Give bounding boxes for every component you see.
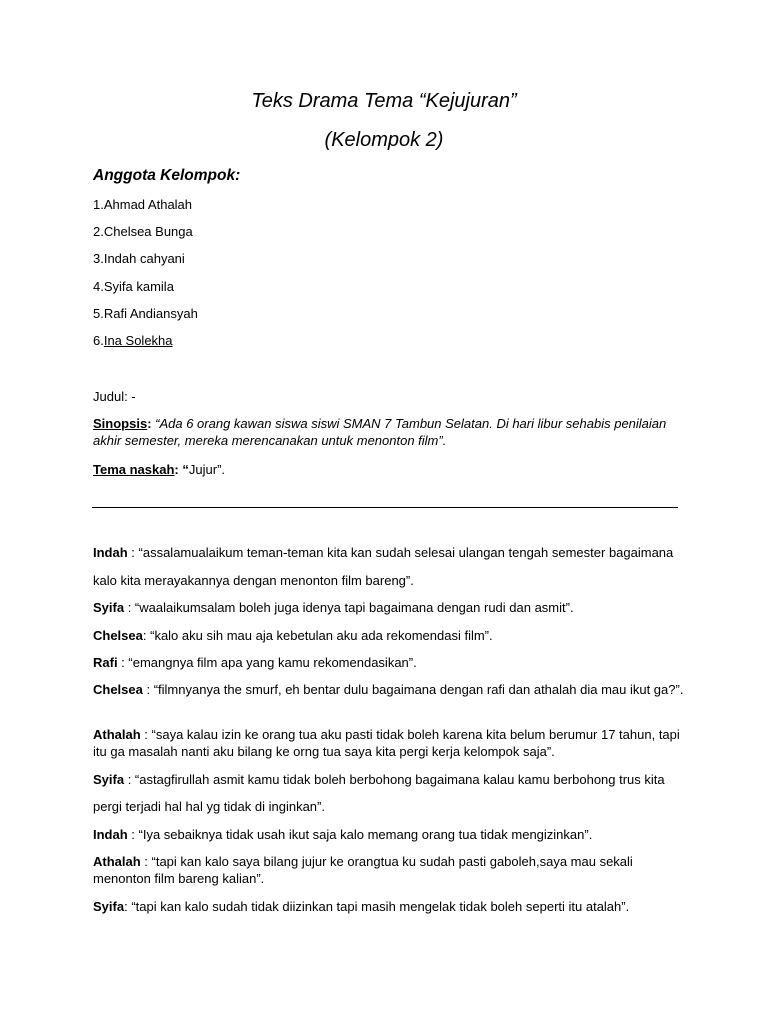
dialogue-line: Syifa: “tapi kan kalo sudah tidak diizinkan tapi masih mengelak tidak boleh seperti itu atalah”. [93,899,630,914]
tema-label: Tema naskah [93,462,175,477]
member-item: 4.Syifa kamila [93,279,174,294]
dialogue-line: Syifa : “waalaikumsalam boleh juga idenya tapi bagaimana dengan rudi dan asmit”. [93,600,574,615]
judul-line: Judul: - [93,389,136,404]
member-item: 5.Rafi Andiansyah [93,306,198,321]
dialogue-line: kalo kita merayakannya dengan menonton film bareng”. [93,573,414,588]
dialogue-line: Indah : “assalamualaikum teman-teman kita kan sudah selesai ulangan tengah semester bagaimana [93,545,674,560]
dialogue-line: Syifa : “astagfirullah asmit kamu tidak boleh berbohong bagaimana kalau kamu berbohong trus kita [93,772,665,787]
member-item: 1.Ahmad Athalah [93,197,193,212]
dialogue-line: pergi terjadi hal hal yg tidak di inginkan”. [93,799,325,814]
sinopsis-paragraph: Sinopsis: “Ada 6 orang kawan siswa siswi SMAN 7 Tambun Selatan. Di hari libur sehabis penilaian akhir semester, mereka merencanakan untuk menonton film”. [93,416,667,448]
dialogue-line: Indah : “Iya sebaiknya tidak usah ikut saja kalo memang orang tua tidak mengizinkan”. [93,827,593,842]
member-item: 6.Ina Solekha [93,333,173,348]
dialogue-line: Chelsea : “filmnyanya the smurf, eh bentar dulu bagaimana dengan rafi dan athalah dia mau ikut ga?”. [93,682,684,697]
member-item: 2.Chelsea Bunga [93,224,193,239]
document-title: Teks Drama Tema “Kejujuran” [251,90,517,112]
dialogue-line: Rafi : “emangnya film apa yang kamu rekomendasikan”. [93,655,417,670]
sinopsis-text: “Ada 6 orang kawan siswa siswi SMAN 7 Tambun Selatan. Di hari libur sehabis penilaian akhir semester, mereka merencanakan untuk menonton film”. [93,416,667,448]
section-divider [92,507,678,508]
dialogue-line: Chelsea: “kalo aku sih mau aja kebetulan aku ada rekomendasi film”. [93,628,493,643]
sinopsis-label: Sinopsis [93,416,148,431]
dialogue-line: Athalah : “saya kalau izin ke orang tua aku pasti tidak boleh karena kita belum berumur 17 tahun, tapi itu ga masalah nanti aku bilang ke orng tua saya kita pergi kerja kelompok saja”. [93,727,680,759]
group-subtitle: (Kelompok 2) [324,129,444,151]
dialogue-line: Athalah : “tapi kan kalo saya bilang jujur ke orangtua ku sudah pasti gaboleh,saya mau sekali menonton film bareng kalian”. [93,854,633,886]
tema-line: Tema naskah: “Jujur”. [93,462,226,477]
member-item: 3.Indah cahyani [93,251,185,266]
tema-text: Jujur”. [188,462,226,477]
members-heading: Anggota Kelompok: [93,167,241,184]
